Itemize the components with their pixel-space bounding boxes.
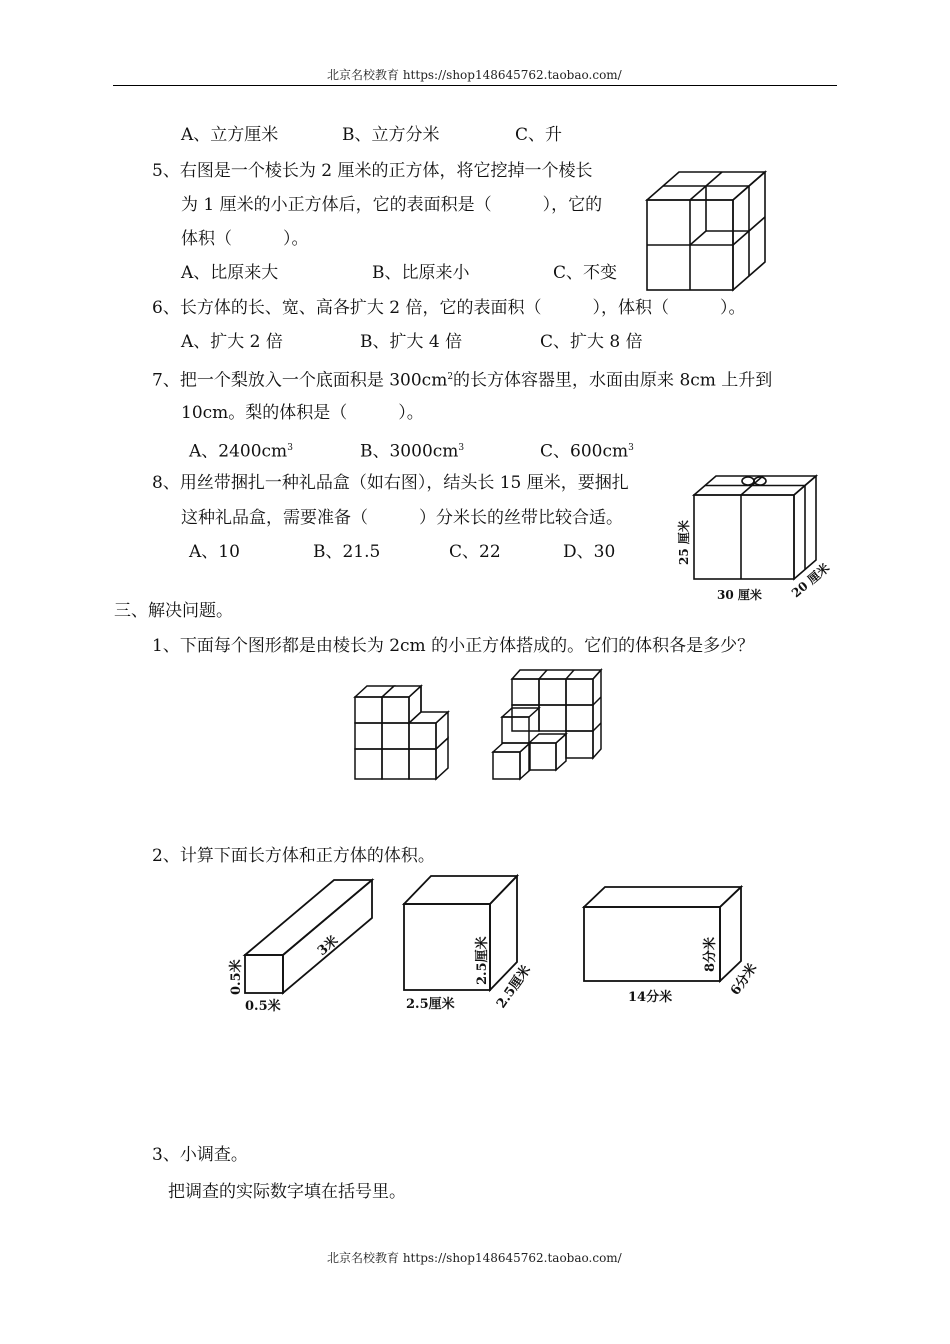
q4-option-a: A、立方厘米 (181, 125, 279, 145)
page-footer: 北京名校教育 https://shop148645762.taobao.com/ (327, 1251, 622, 1265)
q8-option-b: B、21.5 (313, 542, 381, 562)
q5-option-a: A、比原来大 (181, 263, 279, 283)
page-header: 北京名校教育 https://shop148645762.taobao.com/ (327, 68, 622, 82)
q7-option-b-text: B、3000cm (360, 441, 459, 462)
q7-option-a-text: A、2400cm (189, 441, 288, 462)
solid1-width-label: 0.5米 (245, 999, 281, 1014)
solid3-depth-label: 6分米 (727, 960, 761, 999)
section3-problem2: 2、计算下面长方体和正方体的体积。 (152, 846, 435, 866)
q4-option-c: C、升 (515, 125, 563, 145)
q6-option-c: C、扩大 8 倍 (540, 332, 643, 352)
gift-box-height-label: 25 厘米 (677, 520, 691, 565)
solid3-length-label: 14分米 (628, 990, 673, 1005)
section3-problem3: 3、小调查。 (152, 1145, 248, 1165)
q7-option-a-sup: 3 (287, 443, 293, 453)
solid2-depth-label: 2.5厘米 (493, 962, 535, 1012)
q7-line1-pre: 7、把一个梨放入一个底面积是 300cm (152, 370, 448, 391)
solid3-height-label: 8分米 (703, 936, 718, 972)
q5-line1: 5、右图是一个棱长为 2 厘米的正方体，将它挖掉一个棱长 (152, 161, 593, 181)
q7-option-b-sup: 3 (458, 443, 465, 453)
q8-option-c: C、22 (449, 542, 501, 562)
q5-option-c: C、不变 (553, 263, 618, 283)
q6-option-a: A、扩大 2 倍 (181, 332, 283, 352)
q8-option-d: D、30 (563, 542, 616, 562)
section3-problem3-sub: 把调查的实际数字填在括号里。 (168, 1182, 406, 1202)
q8-option-a: A、10 (189, 542, 240, 562)
q7-option-c-text: C、600cm (540, 441, 629, 462)
section3-problem1: 1、下面每个图形都是由棱长为 2cm 的小正方体搭成的。它们的体积各是多少？ (152, 636, 755, 656)
gift-box-width-label: 20 厘米 (788, 560, 833, 601)
solid2-height-label: 2.5厘米 (475, 936, 490, 985)
gift-box-length-label: 30 厘米 (717, 588, 762, 602)
q5-line3: 体积（ ）。 (181, 229, 309, 249)
solid1-height-label: 0.5米 (229, 959, 244, 995)
q7-line2: 10cm。梨的体积是（ ）。 (181, 403, 424, 423)
q5-option-b: B、比原来小 (372, 263, 470, 283)
section3-title: 三、解决问题。 (114, 601, 233, 621)
q8-line1: 8、用丝带捆扎一种礼品盒（如右图），结头长 15 厘米，要捆扎 (152, 473, 629, 493)
q7-line1-post: 的长方体容器里，水面由原来 8cm 上升到 (453, 370, 773, 391)
q6-option-b: B、扩大 4 倍 (360, 332, 463, 352)
q4-option-b: B、立方分米 (342, 125, 440, 145)
q8-line2: 这种礼品盒，需要准备（ ）分米长的丝带比较合适。 (181, 508, 623, 528)
q7-option-c-sup: 3 (628, 443, 634, 453)
q7-sup-2: 2 (447, 372, 454, 382)
solid1-length-label: 3米 (314, 933, 342, 960)
q6-line1: 6、长方体的长、宽、高各扩大 2 倍，它的表面积（ ），体积（ ）。 (152, 298, 746, 318)
solid2-width-label: 2.5厘米 (406, 997, 455, 1012)
q5-line2: 为 1 厘米的小正方体后，它的表面积是（ ），它的 (181, 195, 603, 215)
